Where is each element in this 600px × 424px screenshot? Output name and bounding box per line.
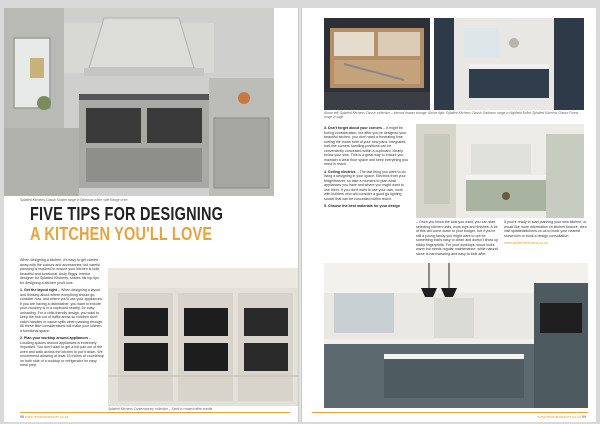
footer-rule-right — [312, 412, 588, 413]
tip-3-heading: 3. Don't forget about your corners — [324, 126, 382, 130]
tip-4-body: – The last thing you want to do living a designing in your space. Electrics from your fridge/freezer, so take a moment to plan what appliances you have and where you might want to use them. If you don't want to use your own, work with builders who will consider a good go lighting socket that can be concealed within reach. — [324, 169, 406, 201]
headline-line-2: A KITCHEN YOU'LL LOVE — [30, 225, 213, 245]
footer-website[interactable]: www.refurbandestore.co.uk — [25, 415, 69, 419]
dark-kitchen-photo — [434, 18, 584, 110]
intro-paragraph: When designing a kitchen, it's easy to get carried away with the colours and accessories, but careful planning is required to ensure your kitchen is both beautiful and functional. Andy Riggs, Interior designer for Splatted Kitchens, shares his top tips for designing a kitchen you'll love. — [20, 258, 101, 285]
sage-kitchen-photo — [416, 124, 584, 218]
tip-4-heading: 4. Ceiling electrics — [324, 169, 356, 174]
tip-2-heading: 2. Plan your worktop around appliances — [20, 336, 89, 340]
tip-5-continuation — [416, 220, 500, 259]
photo-caption: Splatted Kitchens Classic Shaker range in Dartmoor white, with Range oven — [20, 198, 128, 202]
grey-kitchen-illustration — [4, 8, 274, 196]
left-page — [4, 8, 298, 422]
oven-wall-illustration — [108, 268, 298, 406]
tip-1-heading: 1. Get the layout right — [20, 288, 57, 292]
website-link[interactable]: www.splattedkitchens.co.uk — [504, 241, 548, 245]
tip-5-heading: 5. Choose the best materials for your design — [324, 204, 400, 208]
drawer-storage-photo — [324, 18, 430, 110]
large-kitchen-illustration — [324, 263, 588, 408]
closing-column — [504, 220, 588, 249]
tip-5 — [324, 204, 410, 209]
tip-3-body: – It might be boring consideration, but after you've designed your beautiful kitchen, you don't want a frustrating time sorting the moan both of your new pans. Integrated, half-rise corners handling positions can be conveniently concealed within a cupboard, clearly below your sink. This is a great way to ensure you maintain a clear floor space and keep everything you need in reach. — [324, 126, 409, 166]
tip-1-body: – When designing a layout and thinking about where everything should go, consider how, and where you'll use your appliances. If you are having a dishwasher, you want to ensure your crockery is in a cupboard nearby, for easy unloading. For a child-friendly design, you want to keep the hob out of traffic areas so children don't catch handles or cause spills when passing through. All these little considerations will make your kitchen a functional space. — [20, 288, 104, 333]
footer-right — [537, 415, 586, 419]
article-column-left — [20, 258, 104, 371]
grey-kitchen-photo — [4, 8, 274, 196]
oven-wall-photo — [108, 268, 298, 406]
sage-kitchen-illustration — [416, 124, 584, 218]
oven-photo-caption: Splatted Kitchens Contemporary collection – Sedd in cream/coffee mantle — [108, 407, 213, 411]
footer-rule — [20, 412, 290, 413]
drawer-illustration — [324, 18, 430, 110]
right-page — [302, 8, 596, 422]
tip-1 — [20, 288, 104, 333]
dark-kitchen-illustration — [434, 18, 584, 110]
large-kitchen-photo — [324, 263, 588, 408]
footer-left — [20, 415, 69, 419]
article-column-right — [324, 126, 410, 212]
closing-paragraph: If you're ready to start planning your new kitchen, or would like more information on kitchen finance, then visit splattedkitchens.co.uk to book your nearest showroom or book a design consultation. — [504, 220, 587, 238]
footer-website-right[interactable]: www.refurbandestore.co.uk — [537, 415, 581, 419]
headline-line-1: FIVE TIPS FOR DESIGNING — [30, 205, 224, 225]
page-number: 98 — [20, 415, 24, 419]
tip-3 — [324, 126, 410, 167]
tip-5-body: – Once you know the look you want, you can start selecting kitchen units, work tops and finishes. A lot of this will come down to your budget, but if you're still a young family you might want to opt for something that's easy to clean and doesn't show up sticky fingerprints. For your worktops, wood looks warm but needs regular maintenance, while natural stone is hard wearing and easy to look after. — [416, 220, 499, 256]
tip-4 — [324, 170, 410, 202]
right-photo-caption: Above left: Splatted Kitchens Classic collection – Internal drawer storage. Above right: Splatted Kitchens Classic Dartmoor range in Highfield Bullet. Splatted Kitchens Classic Forest range in sage — [324, 111, 579, 119]
tip-2-body: – Locating spaces around appliances is extremely important. You don't want to get a hot pan out of the oven and walk across the kitchen to put it down. We recommend allowing at least 15 inches of countertop on both side of a cooktop or refrigerator for easy meal prep. — [20, 336, 104, 367]
tip-2 — [20, 336, 104, 368]
page-number-right: 99 — [582, 415, 586, 419]
